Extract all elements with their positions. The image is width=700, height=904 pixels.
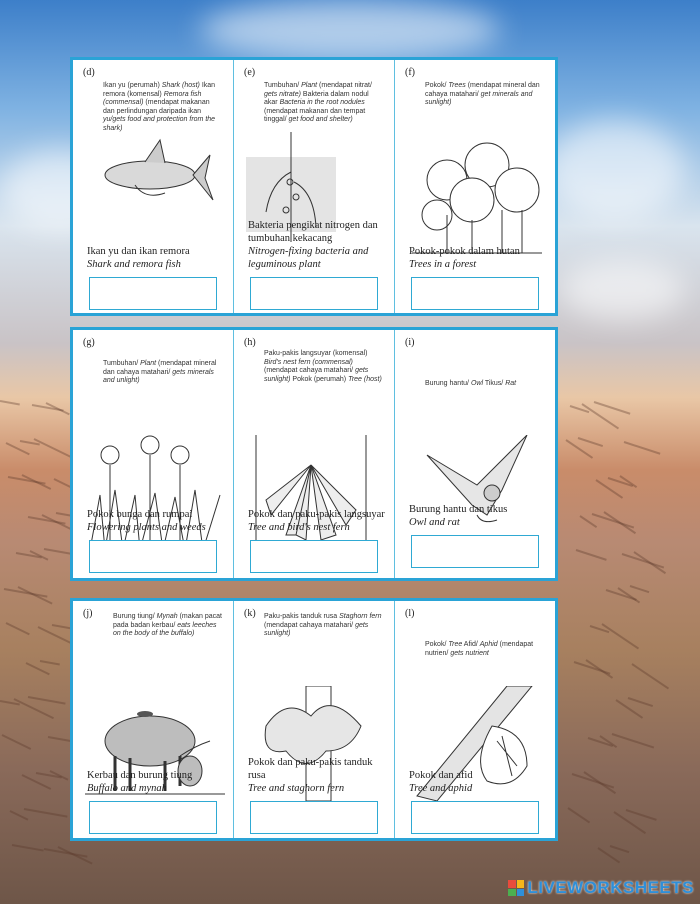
sand-track <box>572 773 614 788</box>
card-letter: (k) <box>244 608 256 619</box>
answer-input-box[interactable] <box>89 540 217 573</box>
answer-input-box[interactable] <box>411 801 539 834</box>
caption-malay: Pokok dan afid <box>409 770 473 781</box>
annotation-text: Plant <box>301 82 318 89</box>
card <box>233 330 394 578</box>
logo-icon <box>508 880 524 896</box>
annotation-text: Remora fish (commensal) <box>103 90 202 106</box>
annotation-text: Pokok (perumah) <box>292 375 347 383</box>
answer-input-box[interactable] <box>250 801 378 834</box>
card-letter: (d) <box>83 67 95 78</box>
annotation-text: Aphid <box>479 641 498 648</box>
sand-track <box>612 733 654 748</box>
annotation-text: Ikan yu (perumah) <box>103 82 160 89</box>
annotation-text: (mendapat nutrien/ <box>425 641 534 657</box>
annotation-text: Rat <box>505 380 517 387</box>
sand-track <box>22 774 52 790</box>
annotation-text: Bacteria in the root nodules <box>279 99 365 106</box>
annotation-text: (mendapat makanan dan perlindungan daripada ikan <box>103 99 210 115</box>
sand-track <box>40 660 60 665</box>
card <box>394 60 555 313</box>
caption <box>409 245 549 271</box>
caption-english: Nitrogen-fixing bacteria and leguminous plant <box>248 246 369 270</box>
annotation-text: Mynah <box>156 613 178 620</box>
illustration <box>85 130 225 250</box>
annotation <box>425 82 545 108</box>
answer-input-box[interactable] <box>89 277 217 310</box>
annotation-text: Plant <box>140 360 157 367</box>
caption <box>409 503 549 529</box>
annotation <box>425 641 545 658</box>
annotation-text: (mendapat cahaya matahari/ <box>264 367 354 374</box>
caption-malay: Pokok dan paku-pakis tanduk rusa <box>248 757 373 781</box>
sand-track <box>631 663 669 689</box>
card <box>394 330 555 578</box>
annotation-text: Ikan remora (komensal) <box>103 82 216 98</box>
card-letter: (e) <box>244 67 256 78</box>
illustration <box>85 435 225 555</box>
annotation-text: Tikus/ <box>484 380 504 387</box>
answer-input-box[interactable] <box>89 801 217 834</box>
cloud <box>200 0 500 60</box>
annotation-text: get food and shelter) <box>288 116 353 123</box>
sand-track <box>597 847 620 863</box>
sand-track <box>26 662 50 675</box>
card <box>233 601 394 838</box>
sand-track <box>626 809 657 821</box>
sand-track <box>2 734 32 750</box>
annotation <box>264 82 384 125</box>
card-letter: (l) <box>405 608 415 619</box>
annotation-text: gets minerals and unlight) <box>103 368 214 384</box>
sand-track <box>578 437 603 447</box>
caption-malay: Pokok-pokok dalam hutan <box>409 246 520 257</box>
annotation <box>103 360 223 386</box>
caption-malay: Ikan yu dan ikan remora <box>87 246 190 257</box>
annotation-text: eats leeches on the body of the buffalo) <box>113 621 217 637</box>
sand-track <box>579 515 597 528</box>
caption-english: Shark and remora fish <box>87 259 181 270</box>
sand-track <box>610 845 630 853</box>
caption-malay: Bakteria pengikat nitrogen dan tumbuhan kekacang <box>248 220 378 244</box>
annotation-text: (mendapat makanan dan tempat tinggal/ <box>264 107 366 123</box>
card <box>73 330 233 578</box>
sand-track <box>624 441 661 455</box>
worksheet-panel <box>70 327 558 581</box>
answer-input-box[interactable] <box>411 535 539 568</box>
sand-track <box>622 553 664 568</box>
caption-malay: Pokok bunga dan rumpai <box>87 509 193 520</box>
liveworksheets-logo <box>508 878 694 898</box>
annotation-text: Bakteria dalam nodul akar <box>264 90 369 106</box>
card-letter: (h) <box>244 337 256 348</box>
annotation-text: gets nitrate) <box>264 90 301 98</box>
card <box>73 601 233 838</box>
annotation <box>264 613 384 639</box>
annotation-text: Tumbuhan/ <box>103 360 139 367</box>
annotation-text: get minerals and sunlight) <box>425 90 533 106</box>
annotation-text: gets sunlight) <box>264 367 369 383</box>
sand-track <box>630 585 650 593</box>
annotation-text: (mendapat mineral dan cahaya matahari/ <box>103 360 217 376</box>
sand-track <box>576 549 607 561</box>
annotation-text: Burung hantu/ <box>425 380 469 387</box>
sand-track <box>0 400 20 405</box>
sand-track <box>594 401 631 415</box>
sand-track <box>28 696 66 705</box>
annotation-text: Afid/ <box>463 641 478 648</box>
cloud <box>560 260 685 320</box>
caption <box>87 508 227 534</box>
illustration <box>246 435 386 555</box>
caption-english: Flowering plants and weeds <box>87 522 206 533</box>
caption <box>248 756 388 795</box>
caption-malay: Burung hantu dan tikus <box>409 504 508 515</box>
worksheet-panel <box>70 57 558 316</box>
annotation <box>264 350 384 384</box>
caption <box>248 219 388 271</box>
annotation-text: yu/gets food and protection from the shark) <box>103 116 216 132</box>
annotation-text: gets nutrient <box>450 649 489 657</box>
annotation-text: Owl <box>470 380 483 387</box>
annotation-text: Staghorn fern <box>339 613 382 620</box>
worksheet-panel <box>70 598 558 841</box>
sand-track <box>10 810 29 821</box>
annotation <box>425 380 545 389</box>
logo-text: LIVEWORKSHEETS <box>527 878 694 897</box>
sand-track <box>24 808 68 818</box>
annotation <box>113 613 223 639</box>
annotation-text: Paku-pakis langsuyar (komensal) <box>264 350 368 357</box>
annotation-text: Burung tiung/ <box>113 613 155 620</box>
annotation-text: Tumbuhan/ <box>264 82 300 89</box>
card-letter: (g) <box>83 337 95 348</box>
caption-english: Buffalo and mynah <box>87 783 167 794</box>
illustration <box>407 135 547 255</box>
sand-track <box>12 844 44 852</box>
annotation-text: gets sunlight) <box>264 621 369 637</box>
caption-english: Trees in a forest <box>409 259 477 270</box>
caption-english: Owl and rat <box>409 517 460 528</box>
caption <box>409 769 549 795</box>
annotation-text: Trees <box>448 82 466 89</box>
sand-track <box>34 438 74 459</box>
cloud <box>545 120 685 220</box>
card-letter: (j) <box>83 608 93 619</box>
sand-track <box>592 513 634 528</box>
card <box>73 60 233 313</box>
card-letter: (f) <box>405 67 415 78</box>
sand-track <box>6 622 30 635</box>
answer-input-box[interactable] <box>250 540 378 573</box>
annotation-text: Shark (host) <box>161 82 200 89</box>
annotation-text: Paku-pakis tanduk rusa <box>264 613 338 620</box>
caption-english: Tree and staghorn fern <box>248 783 345 794</box>
answer-input-box[interactable] <box>250 277 378 310</box>
caption-malay: Pokok dan paku-pakis langsuyar <box>248 509 385 520</box>
sand-track <box>628 697 653 707</box>
caption <box>87 245 227 271</box>
caption <box>248 508 388 534</box>
caption <box>87 769 227 795</box>
sand-track <box>601 623 639 649</box>
annotation-text: Tree (host) <box>348 375 382 383</box>
annotation-text: (makan pacat pada badan kerbau/ <box>113 613 222 629</box>
card-letter: (i) <box>405 337 415 348</box>
caption-english: Tree and aphid <box>409 783 473 794</box>
annotation-text: (mendapat nitrat/ <box>319 82 372 89</box>
annotation-text: (mendapat cahaya matahari/ <box>264 621 354 629</box>
annotation-text: Pokok/ <box>425 641 447 648</box>
annotation-text: Bird's nest fern (commensal) <box>264 358 353 366</box>
annotation-text: Pokok/ <box>425 82 447 89</box>
annotation <box>103 82 223 133</box>
caption-english: Tree and bird's nest fern <box>248 522 350 533</box>
caption-malay: Kerbau dan burung tiung <box>87 770 193 781</box>
annotation-text: (mendapat mineral dan cahaya matahari/ <box>425 82 540 98</box>
card <box>233 60 394 313</box>
annotation-text: Tree <box>448 641 463 648</box>
sand-track <box>567 807 590 823</box>
card <box>394 601 555 838</box>
sand-track <box>6 442 30 455</box>
answer-input-box[interactable] <box>411 277 539 310</box>
